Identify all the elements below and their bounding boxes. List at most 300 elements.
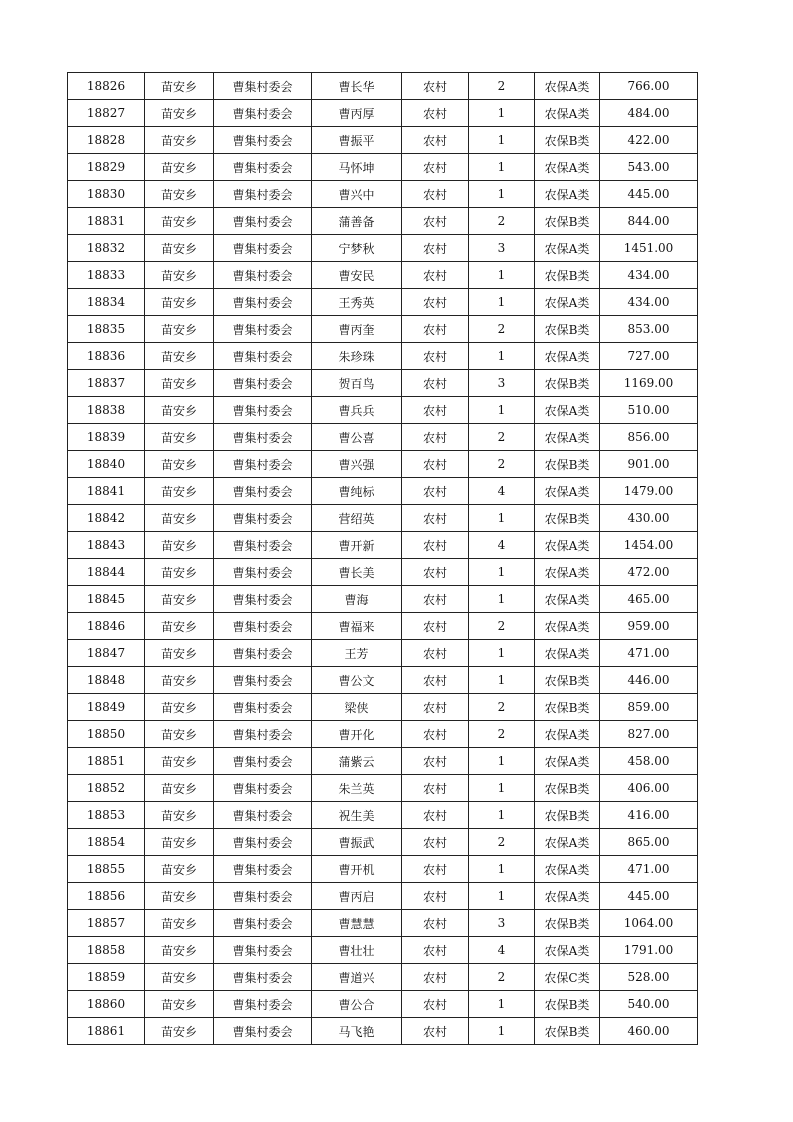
record-id-cell: 18828 — [68, 127, 145, 154]
village-committee-cell: 曹集村委会 — [214, 127, 312, 154]
village-committee-cell: 曹集村委会 — [214, 613, 312, 640]
table-row — [68, 910, 698, 937]
amount-cell: 1791.00 — [600, 937, 698, 964]
allowance-table-container — [67, 72, 698, 1045]
table-row — [68, 208, 698, 235]
allowance-table — [67, 72, 698, 1045]
record-id-cell: 18834 — [68, 289, 145, 316]
insurance-category-cell: 农保A类 — [535, 640, 600, 667]
name-cell: 曹安民 — [312, 262, 402, 289]
amount-cell: 1451.00 — [600, 235, 698, 262]
member-count-cell: 1 — [469, 505, 535, 532]
insurance-category-cell: 农保C类 — [535, 964, 600, 991]
insurance-category-cell: 农保B类 — [535, 991, 600, 1018]
insurance-category-cell: 农保B类 — [535, 208, 600, 235]
village-committee-cell: 曹集村委会 — [214, 100, 312, 127]
member-count-cell: 1 — [469, 154, 535, 181]
amount-cell: 727.00 — [600, 343, 698, 370]
name-cell: 曹长华 — [312, 73, 402, 100]
household-type-cell: 农村 — [402, 100, 469, 127]
insurance-category-cell: 农保A类 — [535, 856, 600, 883]
village-committee-cell: 曹集村委会 — [214, 721, 312, 748]
amount-cell: 766.00 — [600, 73, 698, 100]
household-type-cell: 农村 — [402, 370, 469, 397]
insurance-category-cell: 农保B类 — [535, 262, 600, 289]
household-type-cell: 农村 — [402, 613, 469, 640]
amount-cell: 406.00 — [600, 775, 698, 802]
record-id-cell: 18859 — [68, 964, 145, 991]
record-id-cell: 18845 — [68, 586, 145, 613]
table-row — [68, 73, 698, 100]
household-type-cell: 农村 — [402, 721, 469, 748]
name-cell: 曹纯标 — [312, 478, 402, 505]
township-cell: 苗安乡 — [145, 397, 214, 424]
household-type-cell: 农村 — [402, 127, 469, 154]
name-cell: 曹福来 — [312, 613, 402, 640]
amount-cell: 434.00 — [600, 289, 698, 316]
amount-cell: 471.00 — [600, 856, 698, 883]
name-cell: 曹振武 — [312, 829, 402, 856]
amount-cell: 472.00 — [600, 559, 698, 586]
member-count-cell: 4 — [469, 478, 535, 505]
table-row — [68, 424, 698, 451]
village-committee-cell: 曹集村委会 — [214, 73, 312, 100]
village-committee-cell: 曹集村委会 — [214, 1018, 312, 1045]
household-type-cell: 农村 — [402, 964, 469, 991]
insurance-category-cell: 农保B类 — [535, 694, 600, 721]
record-id-cell: 18849 — [68, 694, 145, 721]
table-row — [68, 451, 698, 478]
household-type-cell: 农村 — [402, 532, 469, 559]
member-count-cell: 1 — [469, 1018, 535, 1045]
record-id-cell: 18835 — [68, 316, 145, 343]
name-cell: 王秀英 — [312, 289, 402, 316]
amount-cell: 471.00 — [600, 640, 698, 667]
table-row — [68, 505, 698, 532]
township-cell: 苗安乡 — [145, 73, 214, 100]
village-committee-cell: 曹集村委会 — [214, 451, 312, 478]
member-count-cell: 2 — [469, 73, 535, 100]
household-type-cell: 农村 — [402, 937, 469, 964]
table-row — [68, 316, 698, 343]
name-cell: 宁梦秋 — [312, 235, 402, 262]
amount-cell: 1064.00 — [600, 910, 698, 937]
member-count-cell: 3 — [469, 235, 535, 262]
member-count-cell: 3 — [469, 910, 535, 937]
township-cell: 苗安乡 — [145, 613, 214, 640]
township-cell: 苗安乡 — [145, 748, 214, 775]
village-committee-cell: 曹集村委会 — [214, 667, 312, 694]
village-committee-cell: 曹集村委会 — [214, 505, 312, 532]
table-row — [68, 343, 698, 370]
record-id-cell: 18843 — [68, 532, 145, 559]
member-count-cell: 4 — [469, 532, 535, 559]
household-type-cell: 农村 — [402, 505, 469, 532]
member-count-cell: 1 — [469, 586, 535, 613]
table-row — [68, 127, 698, 154]
village-committee-cell: 曹集村委会 — [214, 532, 312, 559]
household-type-cell: 农村 — [402, 451, 469, 478]
record-id-cell: 18833 — [68, 262, 145, 289]
village-committee-cell: 曹集村委会 — [214, 694, 312, 721]
table-row — [68, 829, 698, 856]
insurance-category-cell: 农保A类 — [535, 73, 600, 100]
amount-cell: 445.00 — [600, 181, 698, 208]
amount-cell: 510.00 — [600, 397, 698, 424]
member-count-cell: 1 — [469, 289, 535, 316]
member-count-cell: 2 — [469, 829, 535, 856]
name-cell: 曹兵兵 — [312, 397, 402, 424]
township-cell: 苗安乡 — [145, 451, 214, 478]
table-row — [68, 694, 698, 721]
household-type-cell: 农村 — [402, 640, 469, 667]
insurance-category-cell: 农保A类 — [535, 532, 600, 559]
insurance-category-cell: 农保A类 — [535, 289, 600, 316]
amount-cell: 859.00 — [600, 694, 698, 721]
village-committee-cell: 曹集村委会 — [214, 586, 312, 613]
record-id-cell: 18861 — [68, 1018, 145, 1045]
village-committee-cell: 曹集村委会 — [214, 802, 312, 829]
record-id-cell: 18839 — [68, 424, 145, 451]
household-type-cell: 农村 — [402, 397, 469, 424]
amount-cell: 856.00 — [600, 424, 698, 451]
record-id-cell: 18830 — [68, 181, 145, 208]
name-cell: 曹慧慧 — [312, 910, 402, 937]
member-count-cell: 1 — [469, 856, 535, 883]
table-row — [68, 883, 698, 910]
name-cell: 曹开化 — [312, 721, 402, 748]
amount-cell: 465.00 — [600, 586, 698, 613]
record-id-cell: 18848 — [68, 667, 145, 694]
record-id-cell: 18829 — [68, 154, 145, 181]
household-type-cell: 农村 — [402, 910, 469, 937]
household-type-cell: 农村 — [402, 316, 469, 343]
table-row — [68, 532, 698, 559]
name-cell: 曹兴强 — [312, 451, 402, 478]
name-cell: 曹道兴 — [312, 964, 402, 991]
village-committee-cell: 曹集村委会 — [214, 397, 312, 424]
name-cell: 蒲紫云 — [312, 748, 402, 775]
table-row — [68, 856, 698, 883]
name-cell: 曹公合 — [312, 991, 402, 1018]
township-cell: 苗安乡 — [145, 208, 214, 235]
name-cell: 曹兴中 — [312, 181, 402, 208]
household-type-cell: 农村 — [402, 343, 469, 370]
township-cell: 苗安乡 — [145, 181, 214, 208]
table-row — [68, 802, 698, 829]
amount-cell: 543.00 — [600, 154, 698, 181]
township-cell: 苗安乡 — [145, 694, 214, 721]
member-count-cell: 1 — [469, 262, 535, 289]
name-cell: 曹开机 — [312, 856, 402, 883]
insurance-category-cell: 农保B类 — [535, 316, 600, 343]
member-count-cell: 1 — [469, 343, 535, 370]
insurance-category-cell: 农保B类 — [535, 370, 600, 397]
insurance-category-cell: 农保B类 — [535, 775, 600, 802]
household-type-cell: 农村 — [402, 424, 469, 451]
household-type-cell: 农村 — [402, 991, 469, 1018]
record-id-cell: 18841 — [68, 478, 145, 505]
table-row — [68, 100, 698, 127]
household-type-cell: 农村 — [402, 154, 469, 181]
township-cell: 苗安乡 — [145, 235, 214, 262]
table-row — [68, 370, 698, 397]
household-type-cell: 农村 — [402, 181, 469, 208]
record-id-cell: 18853 — [68, 802, 145, 829]
record-id-cell: 18826 — [68, 73, 145, 100]
insurance-category-cell: 农保A类 — [535, 343, 600, 370]
township-cell: 苗安乡 — [145, 721, 214, 748]
township-cell: 苗安乡 — [145, 154, 214, 181]
household-type-cell: 农村 — [402, 235, 469, 262]
amount-cell: 460.00 — [600, 1018, 698, 1045]
name-cell: 朱珍珠 — [312, 343, 402, 370]
insurance-category-cell: 农保B类 — [535, 1018, 600, 1045]
village-committee-cell: 曹集村委会 — [214, 559, 312, 586]
record-id-cell: 18858 — [68, 937, 145, 964]
insurance-category-cell: 农保A类 — [535, 748, 600, 775]
record-id-cell: 18832 — [68, 235, 145, 262]
amount-cell: 853.00 — [600, 316, 698, 343]
insurance-category-cell: 农保A类 — [535, 721, 600, 748]
table-row — [68, 937, 698, 964]
record-id-cell: 18831 — [68, 208, 145, 235]
insurance-category-cell: 农保A类 — [535, 397, 600, 424]
member-count-cell: 1 — [469, 991, 535, 1018]
insurance-category-cell: 农保B类 — [535, 910, 600, 937]
amount-cell: 458.00 — [600, 748, 698, 775]
name-cell: 曹公喜 — [312, 424, 402, 451]
table-row — [68, 397, 698, 424]
township-cell: 苗安乡 — [145, 559, 214, 586]
insurance-category-cell: 农保B类 — [535, 667, 600, 694]
township-cell: 苗安乡 — [145, 289, 214, 316]
township-cell: 苗安乡 — [145, 964, 214, 991]
record-id-cell: 18838 — [68, 397, 145, 424]
village-committee-cell: 曹集村委会 — [214, 829, 312, 856]
household-type-cell: 农村 — [402, 856, 469, 883]
household-type-cell: 农村 — [402, 559, 469, 586]
table-row — [68, 1018, 698, 1045]
household-type-cell: 农村 — [402, 208, 469, 235]
village-committee-cell: 曹集村委会 — [214, 991, 312, 1018]
table-row — [68, 262, 698, 289]
village-committee-cell: 曹集村委会 — [214, 883, 312, 910]
member-count-cell: 2 — [469, 208, 535, 235]
member-count-cell: 1 — [469, 802, 535, 829]
insurance-category-cell: 农保A类 — [535, 829, 600, 856]
member-count-cell: 1 — [469, 748, 535, 775]
record-id-cell: 18847 — [68, 640, 145, 667]
member-count-cell: 1 — [469, 100, 535, 127]
record-id-cell: 18852 — [68, 775, 145, 802]
table-row — [68, 235, 698, 262]
amount-cell: 959.00 — [600, 613, 698, 640]
name-cell: 曹丙启 — [312, 883, 402, 910]
village-committee-cell: 曹集村委会 — [214, 316, 312, 343]
member-count-cell: 1 — [469, 667, 535, 694]
name-cell: 蒲善备 — [312, 208, 402, 235]
insurance-category-cell: 农保A类 — [535, 154, 600, 181]
member-count-cell: 1 — [469, 181, 535, 208]
member-count-cell: 2 — [469, 613, 535, 640]
insurance-category-cell: 农保B类 — [535, 127, 600, 154]
name-cell: 梁侠 — [312, 694, 402, 721]
township-cell: 苗安乡 — [145, 910, 214, 937]
table-row — [68, 991, 698, 1018]
insurance-category-cell: 农保A类 — [535, 235, 600, 262]
village-committee-cell: 曹集村委会 — [214, 856, 312, 883]
village-committee-cell: 曹集村委会 — [214, 748, 312, 775]
amount-cell: 430.00 — [600, 505, 698, 532]
table-row — [68, 154, 698, 181]
household-type-cell: 农村 — [402, 748, 469, 775]
record-id-cell: 18850 — [68, 721, 145, 748]
township-cell: 苗安乡 — [145, 883, 214, 910]
household-type-cell: 农村 — [402, 775, 469, 802]
insurance-category-cell: 农保A类 — [535, 424, 600, 451]
insurance-category-cell: 农保A类 — [535, 559, 600, 586]
record-id-cell: 18856 — [68, 883, 145, 910]
village-committee-cell: 曹集村委会 — [214, 289, 312, 316]
township-cell: 苗安乡 — [145, 640, 214, 667]
household-type-cell: 农村 — [402, 802, 469, 829]
insurance-category-cell: 农保A类 — [535, 937, 600, 964]
amount-cell: 528.00 — [600, 964, 698, 991]
township-cell: 苗安乡 — [145, 937, 214, 964]
village-committee-cell: 曹集村委会 — [214, 154, 312, 181]
table-row — [68, 748, 698, 775]
name-cell: 祝生美 — [312, 802, 402, 829]
member-count-cell: 3 — [469, 370, 535, 397]
amount-cell: 484.00 — [600, 100, 698, 127]
insurance-category-cell: 农保A类 — [535, 100, 600, 127]
household-type-cell: 农村 — [402, 586, 469, 613]
record-id-cell: 18855 — [68, 856, 145, 883]
name-cell: 王芳 — [312, 640, 402, 667]
member-count-cell: 1 — [469, 559, 535, 586]
record-id-cell: 18827 — [68, 100, 145, 127]
table-row — [68, 586, 698, 613]
table-body — [68, 73, 698, 1045]
member-count-cell: 1 — [469, 397, 535, 424]
amount-cell: 416.00 — [600, 802, 698, 829]
township-cell: 苗安乡 — [145, 343, 214, 370]
village-committee-cell: 曹集村委会 — [214, 478, 312, 505]
amount-cell: 1454.00 — [600, 532, 698, 559]
table-row — [68, 964, 698, 991]
household-type-cell: 农村 — [402, 289, 469, 316]
township-cell: 苗安乡 — [145, 1018, 214, 1045]
village-committee-cell: 曹集村委会 — [214, 775, 312, 802]
insurance-category-cell: 农保A类 — [535, 478, 600, 505]
record-id-cell: 18836 — [68, 343, 145, 370]
village-committee-cell: 曹集村委会 — [214, 235, 312, 262]
township-cell: 苗安乡 — [145, 100, 214, 127]
member-count-cell: 1 — [469, 127, 535, 154]
table-row — [68, 613, 698, 640]
amount-cell: 434.00 — [600, 262, 698, 289]
township-cell: 苗安乡 — [145, 505, 214, 532]
amount-cell: 865.00 — [600, 829, 698, 856]
record-id-cell: 18844 — [68, 559, 145, 586]
village-committee-cell: 曹集村委会 — [214, 181, 312, 208]
township-cell: 苗安乡 — [145, 478, 214, 505]
member-count-cell: 2 — [469, 721, 535, 748]
name-cell: 马飞艳 — [312, 1018, 402, 1045]
amount-cell: 901.00 — [600, 451, 698, 478]
member-count-cell: 2 — [469, 694, 535, 721]
village-committee-cell: 曹集村委会 — [214, 424, 312, 451]
record-id-cell: 18840 — [68, 451, 145, 478]
household-type-cell: 农村 — [402, 667, 469, 694]
household-type-cell: 农村 — [402, 883, 469, 910]
amount-cell: 422.00 — [600, 127, 698, 154]
insurance-category-cell: 农保A类 — [535, 586, 600, 613]
record-id-cell: 18851 — [68, 748, 145, 775]
household-type-cell: 农村 — [402, 73, 469, 100]
member-count-cell: 4 — [469, 937, 535, 964]
record-id-cell: 18842 — [68, 505, 145, 532]
amount-cell: 827.00 — [600, 721, 698, 748]
township-cell: 苗安乡 — [145, 370, 214, 397]
name-cell: 曹海 — [312, 586, 402, 613]
township-cell: 苗安乡 — [145, 532, 214, 559]
township-cell: 苗安乡 — [145, 775, 214, 802]
name-cell: 曹开新 — [312, 532, 402, 559]
township-cell: 苗安乡 — [145, 586, 214, 613]
township-cell: 苗安乡 — [145, 829, 214, 856]
amount-cell: 1479.00 — [600, 478, 698, 505]
amount-cell: 540.00 — [600, 991, 698, 1018]
amount-cell: 445.00 — [600, 883, 698, 910]
name-cell: 曹丙奎 — [312, 316, 402, 343]
name-cell: 曹长美 — [312, 559, 402, 586]
name-cell: 曹壮壮 — [312, 937, 402, 964]
record-id-cell: 18854 — [68, 829, 145, 856]
township-cell: 苗安乡 — [145, 991, 214, 1018]
member-count-cell: 2 — [469, 316, 535, 343]
record-id-cell: 18837 — [68, 370, 145, 397]
member-count-cell: 1 — [469, 775, 535, 802]
record-id-cell: 18857 — [68, 910, 145, 937]
township-cell: 苗安乡 — [145, 127, 214, 154]
insurance-category-cell: 农保A类 — [535, 883, 600, 910]
insurance-category-cell: 农保A类 — [535, 181, 600, 208]
village-committee-cell: 曹集村委会 — [214, 262, 312, 289]
amount-cell: 844.00 — [600, 208, 698, 235]
amount-cell: 1169.00 — [600, 370, 698, 397]
township-cell: 苗安乡 — [145, 424, 214, 451]
table-row — [68, 775, 698, 802]
village-committee-cell: 曹集村委会 — [214, 208, 312, 235]
name-cell: 贺百鸟 — [312, 370, 402, 397]
table-row — [68, 289, 698, 316]
member-count-cell: 1 — [469, 640, 535, 667]
township-cell: 苗安乡 — [145, 316, 214, 343]
household-type-cell: 农村 — [402, 829, 469, 856]
township-cell: 苗安乡 — [145, 856, 214, 883]
village-committee-cell: 曹集村委会 — [214, 964, 312, 991]
village-committee-cell: 曹集村委会 — [214, 370, 312, 397]
member-count-cell: 2 — [469, 424, 535, 451]
village-committee-cell: 曹集村委会 — [214, 640, 312, 667]
name-cell: 马怀坤 — [312, 154, 402, 181]
village-committee-cell: 曹集村委会 — [214, 937, 312, 964]
name-cell: 曹公文 — [312, 667, 402, 694]
table-row — [68, 721, 698, 748]
table-row — [68, 667, 698, 694]
